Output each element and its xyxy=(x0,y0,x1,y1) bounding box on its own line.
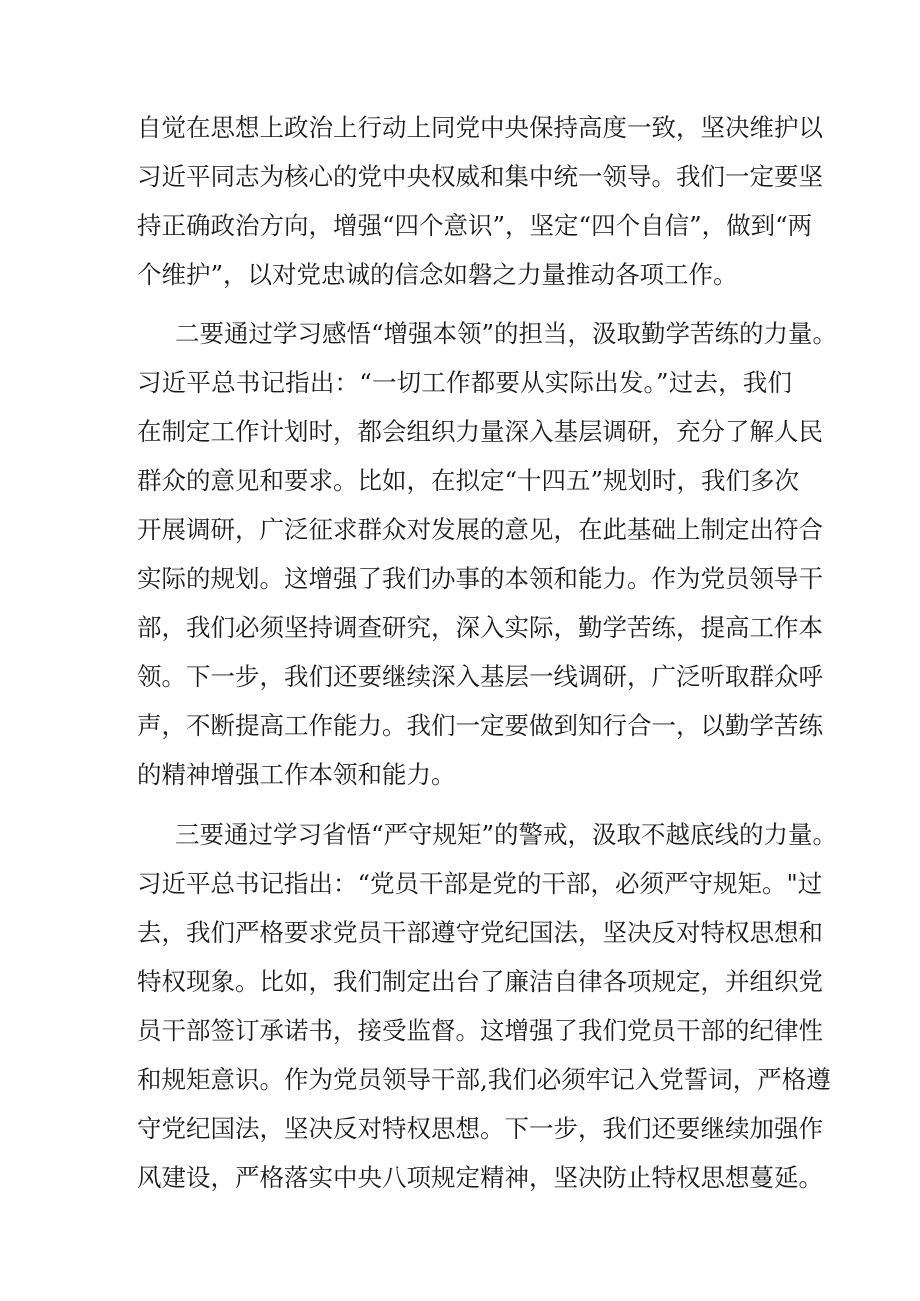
paragraph-line: 声，不断提高工作能力。我们一定要做到知行合一，以勤学苦练 xyxy=(137,711,823,740)
paragraph-line: 实际的规划。这增强了我们办事的本领和能力。作为党员领导干 xyxy=(137,564,823,593)
paragraph-line: 在制定工作计划时，都会组织力量深入基层调研，充分了解人民 xyxy=(137,417,823,446)
paragraph-line: 三要通过学习省悟“严守规矩”的警戒，汲取不越底线的力量。 xyxy=(175,820,838,849)
paragraph-line: 守党纪国法，坚决反对特权思想。下一步，我们还要继续加强作 xyxy=(137,1114,823,1143)
paragraph-line: 部，我们必须坚持调查研究，深入实际，勤学苦练，提高工作本 xyxy=(137,613,823,642)
paragraph-line: 开展调研，广泛征求群众对发展的意见，在此基础上制定出符合 xyxy=(137,515,823,544)
paragraph-line: 去，我们严格要求党员干部遵守党纪国法，坚决反对特权思想和 xyxy=(137,918,823,947)
paragraph-line: 群众的意见和要求。比如，在拟定“十四五”规划时，我们多次 xyxy=(137,466,800,495)
paragraph-line: 个维护”，以对党忠诚的信念如磐之力量推动各项工作。 xyxy=(137,260,738,289)
paragraph-line: 和规矩意识。作为党员领导干部,我们必须牢记入党誓词，严格遵 xyxy=(137,1065,831,1094)
paragraph-line: 习近平总书记指出：“一切工作都要从实际出发。”过去，我们 xyxy=(137,368,792,397)
paragraph-line: 领。下一步，我们还要继续深入基层一线调研，广泛听取群众呼 xyxy=(137,662,823,691)
paragraph-line: 习近平同志为核心的党中央权威和集中统一领导。我们一定要坚 xyxy=(137,162,823,191)
paragraph-line: 持正确政治方向，增强“四个意识”，坚定“四个自信”，做到“两 xyxy=(137,211,813,240)
paragraph-line: 自觉在思想上政治上行动上同党中央保持高度一致，坚决维护以 xyxy=(137,113,823,142)
paragraph-line: 风建设，严格落实中央八项规定精神，坚决防止特权思想蔓延。 xyxy=(137,1163,823,1192)
paragraph-line: 二要通过学习感悟“增强本领”的担当，汲取勤学苦练的力量。 xyxy=(175,319,838,348)
paragraph-line: 习近平总书记指出：“党员干部是党的干部，必须严守规矩。"过 xyxy=(137,869,823,898)
paragraph-line: 的精神增强工作本领和能力。 xyxy=(137,760,456,789)
paragraph-line: 员干部签订承诺书，接受监督。这增强了我们党员干部的纪律性 xyxy=(137,1016,823,1045)
paragraph-line: 特权现象。比如，我们制定出台了廉洁自律各项规定，并组织党 xyxy=(137,967,823,996)
